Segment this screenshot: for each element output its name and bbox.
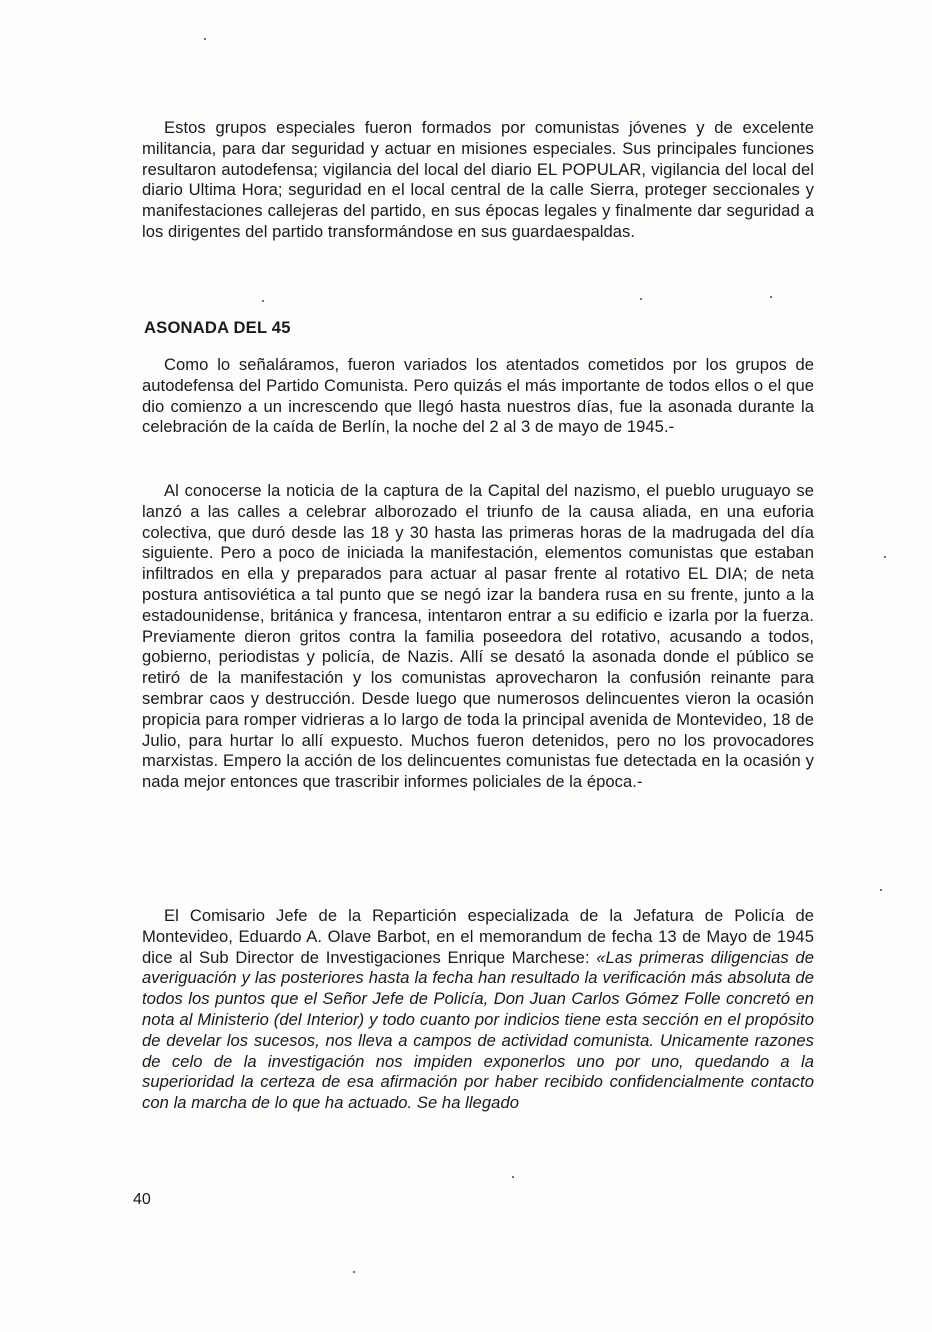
scan-speck xyxy=(512,1176,514,1178)
scan-speck xyxy=(880,889,882,891)
section-heading: ASONADA DEL 45 xyxy=(144,318,291,337)
page-number: 40 xyxy=(133,1191,151,1208)
paragraph-grupos-especiales: Estos grupos especiales fueron formados por comunistas jóvenes y de excelente militancia, para dar seguridad y actuar en misiones especiales. Sus principales funciones resultaron autodefensa; vigilancia del local del diario EL POPULAR, vigilancia del local del diario Ultima Hora; seguridad en el local central de la calle Sierra, proteger seccionales y manifestaciones callejeras del partido, en sus épocas legales y finalmente dar seguridad a los dirigentes del partido transformándose en sus guardaespaldas. xyxy=(142,118,814,241)
scan-speck xyxy=(204,38,206,40)
paragraph-el-comisario-roman: El Comisario Jefe de la Repartición especializada de la Jefatura de Policía de Montevideo, Eduardo A. Olave Barbot, en el memorandum de fecha 13 de Mayo de 1945 dice al Sub Director de Investigaciones Enrique Marchese: xyxy=(142,906,814,967)
section-paragraph-block-3 xyxy=(142,906,814,1114)
section-paragraph-block-2 xyxy=(142,481,814,793)
scan-speck xyxy=(353,1271,355,1273)
paragraph-como-lo-senalaramos: Como lo señaláramos, fueron variados los atentados cometidos por los grupos de autodefensa del Partido Comunista. Pero quizás el más importante de todos ellos o el que dio comienzo a un increscendo que llegó hasta nuestros días, fue la asonada durante la celebración de la caída de Berlín, la noche del 2 al 3 de mayo de 1945.- xyxy=(142,355,814,437)
scan-speck xyxy=(640,298,642,300)
paragraph-el-comisario xyxy=(142,906,814,1114)
section-paragraph-block-1 xyxy=(142,355,814,438)
scan-speck xyxy=(262,300,264,302)
intro-paragraph-block xyxy=(142,118,814,243)
scan-speck xyxy=(884,556,886,558)
paragraph-al-conocerse: Al conocerse la noticia de la captura de la Capital del nazismo, el pueblo uruguayo se lanzó a las calles a celebrar alborozado el triunfo de la causa aliada, en una euforia colectiva, que duró desde las 18 y 30 hasta las primeras horas de la madrugada del día siguiente. Pero a poco de iniciada la manifestación, elementos comunistas que estaban infiltrados en ella y preparados para actuar al pasar frente al rotativo EL DIA; de neta postura antisoviética a tal punto que se negó izar la bandera rusa en su frente, junto a la estadounidense, británica y francesa, intentaron entrar a su edificio e izarla por la fuerza. Previamente dieron gritos contra la familia poseedora del rotativo, acusando a todos, gobierno, periodistas y policía, de Nazis. Allí se desató la asonada donde el público se retiró de la manifestación y los comunistas aprovecharon la confusión reinante para sembrar caos y destrucción. Desde luego que numerosos delincuentes vieron la ocasión propicia para romper vidrieras a lo largo de toda la principal avenida de Montevideo, 18 de Julio, para hurtar lo allí expuesto. Muchos fueron detenidos, pero no los provocadores marxistas. Empero la acción de los delincuentes comunistas fue detectada en la ocasión y nada mejor entonces que trascribir informes policiales de la época.- xyxy=(142,481,814,792)
police-report-quote: «Las primeras diligencias de averiguación y las posteriores hasta la fecha han resultado la verificación más absoluta de todos los puntos que el Señor Jefe de Policía, Don Juan Carlos Gómez Folle concretó en nota al Ministerio (del Interior) y todo cuanto por indicios tiene esta sección en el propósito de develar los sucesos, nos lleva a campos de actividad comunista. Unicamente razones de celo de la investigación nos impiden exponerlos uno por uno, quedando a la superioridad la certeza de esa afirmación por haber recibido confidencialmente contacto con la marcha de lo que ha actuado. Se ha llegado xyxy=(142,947,814,1113)
scan-speck xyxy=(770,296,772,298)
